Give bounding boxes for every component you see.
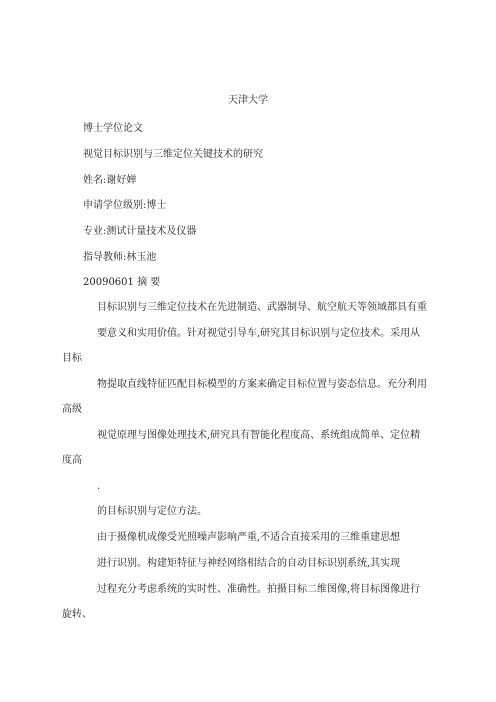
abstract-line: 视觉原理与图像处理技术,研究具有智能化程度高、系统组成简单、定位精 [97, 430, 421, 441]
abstract-line: 旋转、 [62, 609, 92, 620]
abstract-line: 要意义和实用价值。针对视觉引导车,研究其目标识别与定位技术。采用从 [97, 328, 421, 339]
abstract-line: 过程充分考虑系统的实时性、准确性。拍摄目标二维图像,将目标图像进行 [97, 584, 421, 595]
advisor-line: 指导教师:林玉池 [83, 252, 157, 263]
abstract-line: 高级 [62, 404, 82, 415]
thesis-title: 视觉目标识别与三维定位关键技术的研究 [83, 149, 263, 160]
degree-line: 申请学位级别:博士 [83, 200, 167, 211]
university-heading: 天津大学 [228, 95, 268, 106]
abstract-line: 目标 [62, 353, 82, 364]
abstract-line: 物提取直线特征匹配目标模型的方案来确定目标位置与姿态信息。充分利用 [97, 379, 427, 390]
abstract-line: 度高 [62, 455, 82, 466]
abstract-line: 目标识别与三维定位技术在先进制造、武器制导、航空航天等领域都具有重 [97, 302, 427, 313]
abstract-line: 由于摄像机成像受光照噪声影响严重,不适合直接采用的三维重建思想 [97, 532, 401, 543]
abstract-line: . [97, 481, 101, 492]
abstract-line: 的目标识别与定位方法。 [97, 506, 207, 517]
thesis-type: 博士学位论文 [83, 123, 143, 134]
date-abstract-line: 20090601 摘 要 [83, 277, 161, 288]
major-line: 专业:测试计量技术及仪器 [83, 226, 197, 237]
abstract-line: 进行识别。构建矩特征与神经网络相结合的自动目标识别系统,其实现 [97, 558, 401, 569]
author-line: 姓名:谢好婵 [83, 175, 137, 186]
